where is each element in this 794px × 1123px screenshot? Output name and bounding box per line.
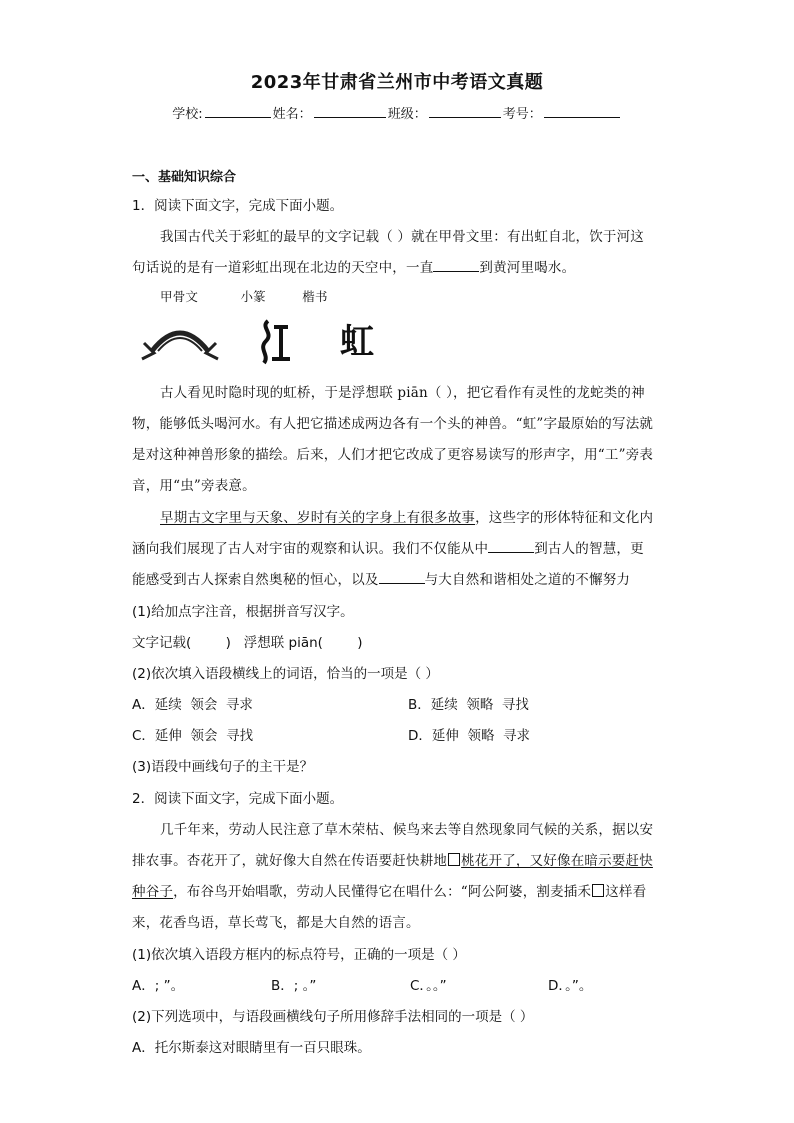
option-b[interactable]: B．; 。”: [271, 978, 317, 994]
q2-sub-question-1: (1)依次填入语段方框内的标点符号，正确的一项是（ ）: [132, 947, 466, 963]
option-c[interactable]: C．延伸 领会 寻找: [132, 728, 254, 744]
question-2-stem: 2．阅读下面文字，完成下面小题。: [132, 791, 344, 807]
q2-passage-line: [132, 880, 646, 900]
option-a[interactable]: A．; ”。: [132, 978, 185, 994]
exam-no-label: 考号：: [502, 107, 542, 122]
option-c[interactable]: C．。。”: [410, 978, 447, 994]
passage-text: 能感受到古人探索自然奥秘的恒心，以及: [132, 572, 379, 588]
option-a[interactable]: A．托尔斯泰这对眼睛里有一百只眼珠。: [132, 1040, 371, 1056]
passage-text: 到古人的智慧，更: [534, 541, 644, 557]
label-oracle-bone: 甲骨文: [160, 289, 199, 304]
q2-passage-line: 来，花香鸟语，草长莺飞，都是大自然的语言。: [132, 915, 420, 931]
q1-passage-line: 古人看见时隐时现的虹桥，于是浮想联 piān（ ），把它看作有灵性的龙蛇类的神: [160, 385, 645, 401]
fill-blank[interactable]: [488, 540, 534, 553]
option-b[interactable]: B．延续 领略 寻找: [408, 697, 529, 713]
page-title: 2023年甘肃省兰州市中考语文真题: [250, 72, 544, 93]
punctuation-box[interactable]: [448, 853, 460, 866]
passage-text: 到黄河里喝水。: [479, 260, 576, 276]
q1-passage-line: [132, 537, 644, 557]
class-blank[interactable]: [429, 103, 501, 118]
q1-passage-line: 我国古代关于彩虹的最早的文字记载（ ）就在甲骨文里：有出虹自北，饮于河这: [160, 229, 644, 245]
q1-passage-line: [132, 568, 630, 588]
option-a[interactable]: A．延续 领会 寻求: [132, 697, 253, 713]
school-label: 学校:: [172, 107, 203, 122]
q1-sub-question-2: (2)依次填入语段横线上的词语，恰当的一项是（ ）: [132, 666, 439, 682]
label-regular-script: 楷书: [302, 289, 328, 304]
name-label: 姓名：: [272, 107, 312, 122]
underlined-sentence: 种谷子: [132, 884, 174, 900]
passage-text: 涵向我们展现了古人对宇宙的观察和认识。我们不仅能从中: [132, 541, 489, 557]
school-blank[interactable]: [205, 103, 271, 118]
small-seal-rainbow-glyph: [263, 321, 290, 363]
passage-text: 排农事。杏花开了，就好像大自然在传语要赶快耕地: [132, 853, 448, 869]
q2-sub-question-2: (2)下列选项中，与语段画横线句子所用修辞手法相同的一项是（ ）: [132, 1009, 534, 1025]
q1-passage-line: [160, 506, 653, 526]
script-labels: [160, 287, 328, 305]
regular-script-rainbow-glyph: 虹: [340, 322, 374, 362]
student-info-row: [0, 103, 794, 122]
q1-passage-line: 物，能够低头喝河水。有人把它描述成两边各有一个头的神兽。“虹”字最原始的写法就: [132, 416, 654, 432]
option-d[interactable]: D．。”。: [548, 978, 593, 994]
q1-passage-line: 是对这种神兽形象的描绘。后来，人们才把它改成了更容易读写的形声字，用“工”旁表: [132, 447, 654, 463]
option-d[interactable]: D．延伸 领略 寻求: [408, 728, 531, 744]
q1-sub-question-1: (1)给加点字注音，根据拼音写汉字。: [132, 604, 354, 620]
name-blank[interactable]: [314, 103, 386, 118]
passage-text: 句话说的是有一道彩虹出现在北边的天空中，一直: [132, 260, 434, 276]
section-heading: 一、基础知识综合: [132, 170, 237, 185]
passage-text: 与大自然和谐相处之道的不懈努力: [424, 572, 631, 588]
class-label: 班级：: [387, 107, 427, 122]
passage-text: 这样看: [605, 884, 647, 900]
underlined-sentence: 桃花开了，又好像在暗示要赶快: [461, 853, 653, 869]
question-1-stem: 1．阅读下面文字，完成下面小题。: [132, 198, 344, 214]
q2-passage-line: 几千年来，劳动人民注意了草木荣枯、候鸟来去等自然现象同气候的关系，据以安: [160, 822, 654, 838]
label-small-seal: 小篆: [240, 289, 266, 304]
fill-blank[interactable]: [433, 259, 479, 272]
exam-no-blank[interactable]: [544, 103, 620, 118]
punctuation-box[interactable]: [592, 884, 604, 897]
q1-sub-question-3: (3)语段中画线句子的主干是？: [132, 759, 314, 775]
underlined-sentence: 早期古文字里与天象、岁时有关的字身上有很多故事: [160, 510, 476, 526]
q1-passage-line: [132, 256, 575, 276]
fill-blank[interactable]: [379, 571, 425, 584]
q1-sub1-fill[interactable]: 文字记载( ) 浮想联 piān( ): [132, 635, 363, 651]
q1-passage-line: 音，用“虫”旁表意。: [132, 478, 256, 494]
q2-passage-line: [132, 849, 653, 869]
passage-text: ，布谷鸟开始唱歌，劳动人民懂得它在唱什么：“阿公阿婆，割麦插禾: [173, 884, 592, 900]
passage-text: ，这些字的形体特征和文化内: [475, 510, 654, 526]
